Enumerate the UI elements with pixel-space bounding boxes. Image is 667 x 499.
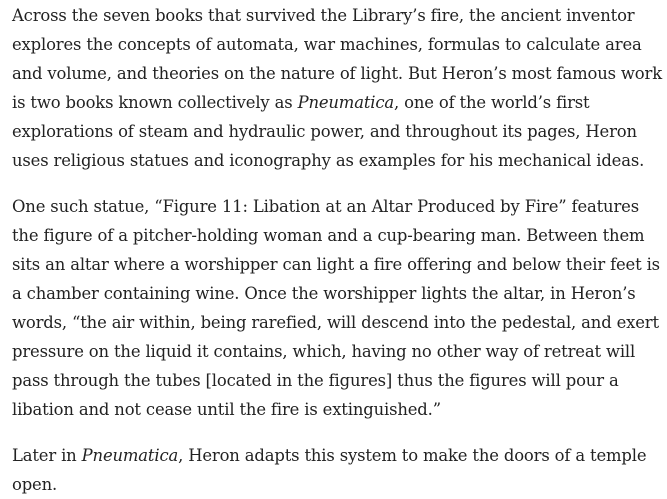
article-body: [12, 0, 667, 499]
paragraph-3-text-end: , Heron adapts this system to make the doors of a temple open.: [12, 446, 647, 494]
paragraph-3-text-start: Later in: [12, 446, 82, 465]
paragraph-1: [12, 1, 667, 175]
paragraph-1-text-start: Across the seven books that survived the Library’s fire, the ancient inventor explores the concepts of automata, war machines, formulas to calculate area and volume, and theories on the nature of light. But Heron’s most famous work is two books known collectively as: [12, 6, 662, 112]
paragraph-3: [12, 441, 667, 499]
book-title-pneumatica-2: Pneumatica: [81, 446, 179, 465]
paragraph-1-text-end: , one of the world’s first explorations of steam and hydraulic power, and throughout its pages, Heron uses religious statues and iconography as examples for his mechanical ideas.: [12, 93, 645, 170]
paragraph-2: [12, 192, 667, 424]
book-title-pneumatica: Pneumatica: [297, 93, 394, 112]
paragraph-2-text: One such statue, “Figure 11: Libation at an Altar Produced by Fire” features the figure of a pitcher-holding woman and a cup-bearing man. Between them sits an altar where a worshipper can light a fire offering and below their feet is a chamber containing wine. Once the worshipper lights the altar, in Heron’s words, “the air within, being rarefied, will descend into the pedestal, and exert pressure on the liquid it contains, which, having no other way of retreat will pass through the tubes [located in the figures] thus the figures will pour a libation and not cease until the fire is extinguished.”: [12, 197, 660, 419]
